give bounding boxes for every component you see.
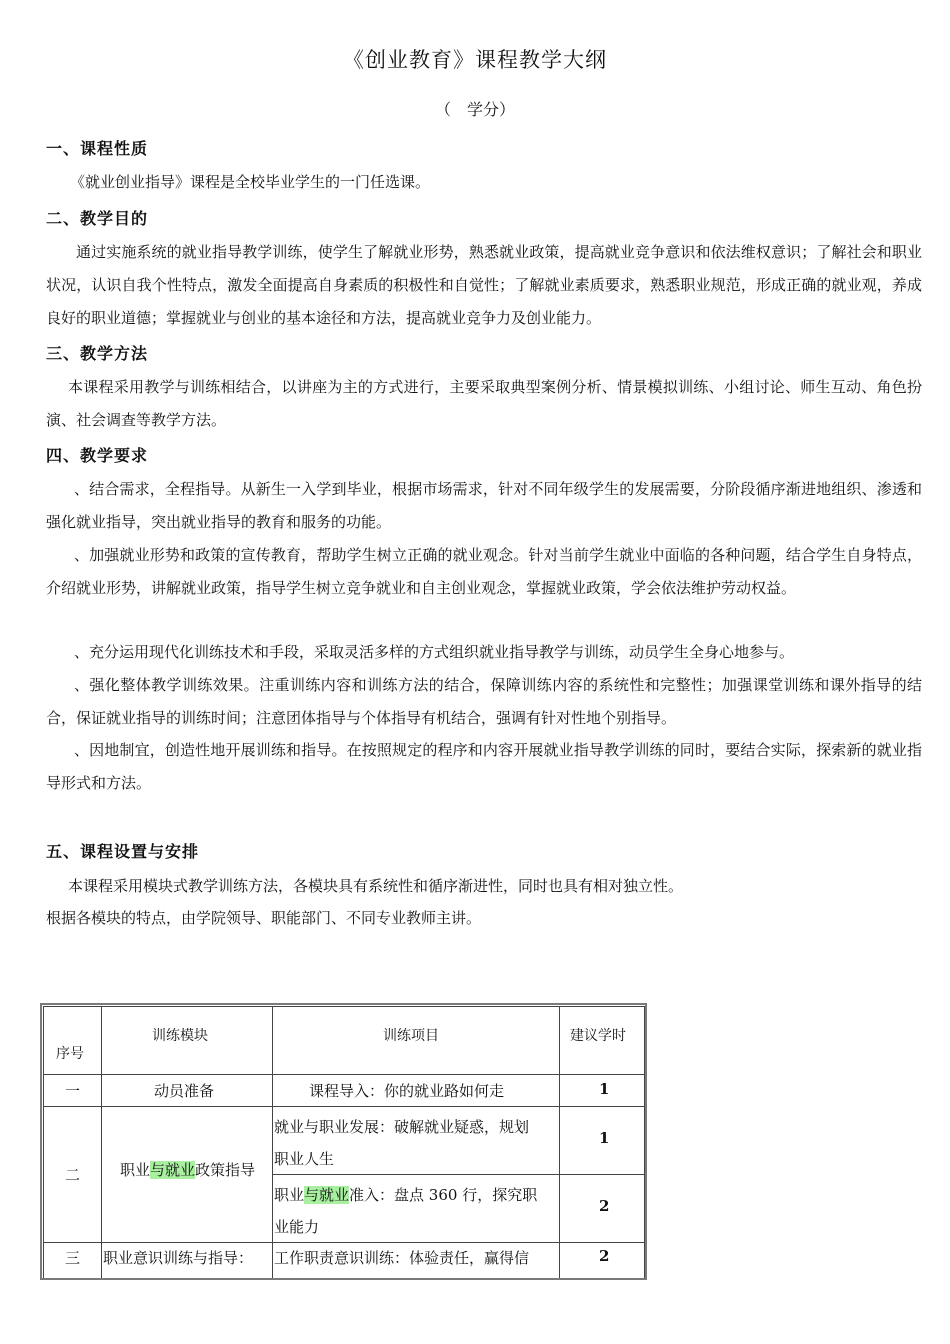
table-row-2a-item (272, 1106, 560, 1175)
table-row-1-hours (559, 1074, 645, 1107)
row-2-module-pre: 职业 (120, 1161, 151, 1179)
row-2b-item-post: 准入：盘点 360 行，探究职 (349, 1186, 538, 1204)
requirement-item-1: 、结合需求，全程指导。从新生一入学到毕业，根据市场需求，针对不同年级学生的发展需要，分阶段循序渐进地组织、渗透和强化就业指导，突出就业指导的教育和服务的功能。 (46, 480, 922, 531)
header-cell-hours (559, 1006, 645, 1075)
table-row-1-module (101, 1074, 273, 1107)
section-purpose-text: 通过实施系统的就业指导教学训练，使学生了解就业形势，熟悉就业政策，提高就业竞争意识和依法维权意识；了解社会和职业状况，认识自我个性特点，激发全面提高自身素质的积极性和自觉性；了解就业素质要求，熟悉职业规范，形成正确的就业观，养成良好的职业道德；掌握就业与创业的基本途径和方法，提高就业竞争力及创业能力。 (46, 243, 922, 327)
row-2a-item-line1: 就业与职业发展：破解就业疑惑，规划 (274, 1118, 530, 1136)
section-method-text: 本课程采用教学与训练相结合，以讲座为主的方式进行，主要采取典型案例分析、情景模拟训练、小组讨论、师生互动、角色扮演、社会调查等教学方法。 (46, 378, 922, 429)
row-3-module-text: 职业意识训练与指导： (103, 1249, 254, 1267)
table-row-2a-hours (559, 1106, 645, 1175)
row-2b-item-pre: 职业 (274, 1186, 305, 1204)
row-3-hours-text: 2 (599, 1247, 610, 1265)
table-row-2-module (101, 1106, 273, 1243)
row-3-no-text: 三 (65, 1249, 81, 1267)
header-module-label: 训练模块 (152, 1028, 208, 1044)
row-2-no-text: 二 (65, 1166, 81, 1184)
section-nature-text: 《就业创业指导》课程是全校毕业学生的一门任选课。 (70, 173, 431, 191)
section-heading-requirements: 四、教学要求 (46, 446, 149, 465)
table-row-3-no (43, 1242, 102, 1280)
section-heading-purpose: 二、教学目的 (46, 209, 149, 228)
table-row-1-item (272, 1074, 560, 1107)
row-2a-hours-text: 1 (599, 1129, 610, 1147)
row-1-hours-text: 1 (599, 1080, 610, 1098)
course-schedule-table (40, 1003, 647, 1280)
row-2-module-post: 政策指导 (195, 1161, 256, 1179)
table-row-3-module (101, 1242, 273, 1280)
page-title: 《创业教育》课程教学大纲 (343, 48, 607, 72)
row-1-module-text: 动员准备 (154, 1082, 215, 1100)
row-1-item-text: 课程导入：你的就业路如何走 (309, 1082, 505, 1100)
header-hours-label: 建议学时 (570, 1028, 626, 1044)
header-no-label: 序号 (56, 1046, 84, 1062)
header-cell-item (272, 1006, 560, 1075)
section-heading-arrangement: 五、课程设置与安排 (46, 842, 200, 861)
table-row-1-no (43, 1074, 102, 1107)
row-2b-item-highlight: 与就业 (304, 1186, 350, 1204)
table-row-2b-item (272, 1174, 560, 1243)
header-cell-no (43, 1006, 102, 1075)
table-row-2-no (43, 1106, 102, 1243)
arrangement-text-2: 根据各模块的特点，由学院领导、职能部门、不同专业教师主讲。 (46, 909, 482, 927)
row-2-module-highlight: 与就业 (150, 1161, 196, 1179)
section-heading-method: 三、教学方法 (46, 344, 149, 363)
header-cell-module (101, 1006, 273, 1075)
row-2b-item-line2: 业能力 (274, 1218, 320, 1236)
requirement-item-5: 、因地制宜，创造性地开展训练和指导。在按照规定的程序和内容开展就业指导教学训练的同时，要结合实际，探索新的就业指导形式和方法。 (46, 741, 922, 792)
requirement-item-3: 、充分运用现代化训练技术和手段，采取灵活多样的方式组织就业指导教学与训练，动员学生全身心地参与。 (74, 643, 795, 661)
table-row-2b-hours (559, 1174, 645, 1243)
requirement-item-2: 、加强就业形势和政策的宣传教育，帮助学生树立正确的就业观念。针对当前学生就业中面临的各种问题，结合学生自身特点，介绍就业形势，讲解就业政策，指导学生树立竞争就业和自主创业观念，掌握就业政策，学会依法维护劳动权益。 (46, 546, 922, 597)
table-row-3-hours (559, 1242, 645, 1280)
row-2b-item-text (274, 1179, 537, 1243)
row-2-module-text (120, 1159, 255, 1180)
requirement-item-4: 、强化整体教学训练效果。注重训练内容和训练方法的结合，保障训练内容的系统性和完整性；加强课堂训练和课外指导的结合，保证就业指导的训练时间；注意团体指导与个体指导有机结合，强调有针对性地个别指导。 (46, 676, 922, 727)
credit-line: （ 学分） (434, 100, 515, 119)
row-2a-item-line2: 职业人生 (274, 1150, 335, 1168)
row-2b-hours-text: 2 (599, 1197, 610, 1215)
row-3-item-text: 工作职责意识训练：体验责任，赢得信 (274, 1249, 530, 1267)
section-heading-nature: 一、课程性质 (46, 139, 149, 158)
row-2a-item-text (274, 1111, 529, 1175)
row-1-no-text: 一 (65, 1082, 81, 1100)
arrangement-text-1: 本课程采用模块式教学训练方法，各模块具有系统性和循序渐进性，同时也具有相对独立性。 (68, 877, 684, 895)
table-row-3-item (272, 1242, 560, 1280)
header-item-label: 训练项目 (383, 1028, 439, 1044)
